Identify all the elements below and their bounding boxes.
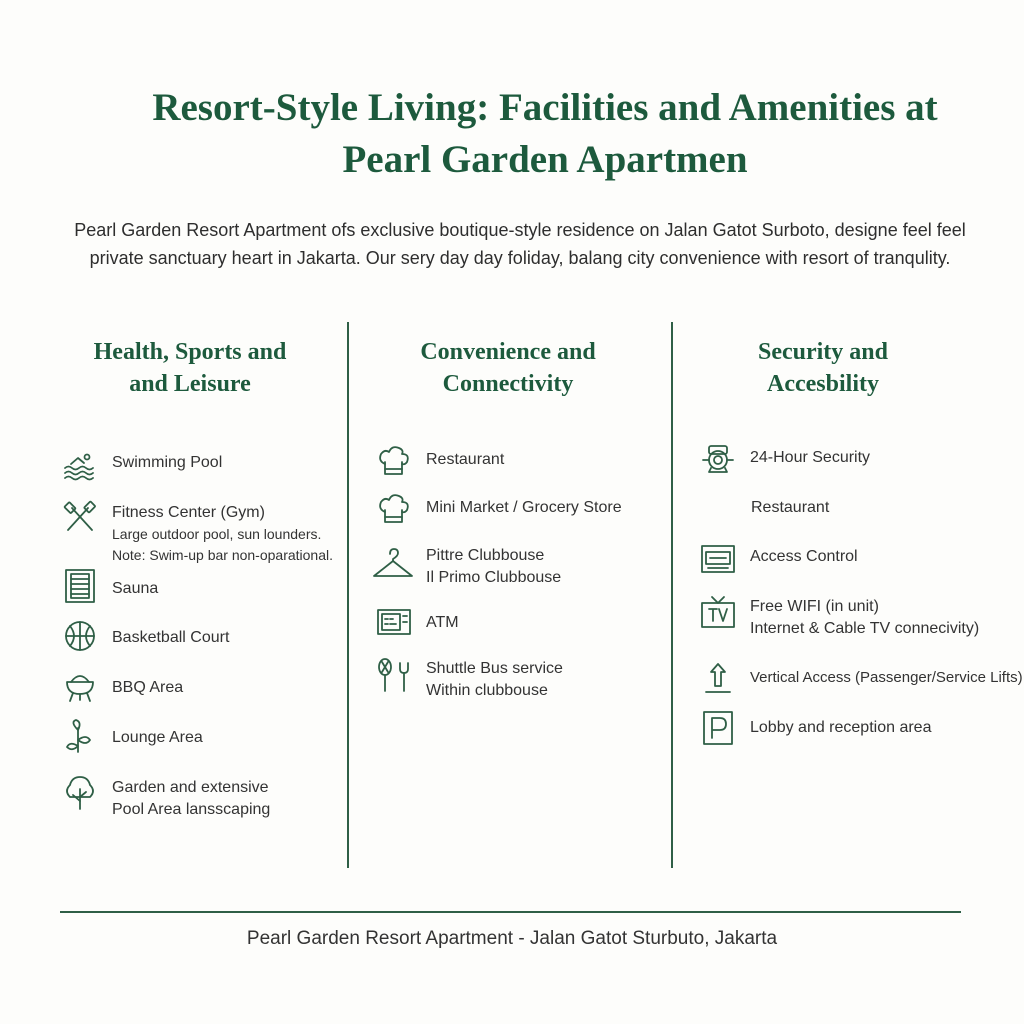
fitness-icon xyxy=(62,500,98,536)
page-title-line-2: Pearl Garden Apartmen xyxy=(342,138,748,181)
facility-label-line: Restaurant xyxy=(426,451,505,468)
facility-label xyxy=(750,546,858,568)
lift-arrow-icon xyxy=(700,660,736,696)
facility-label xyxy=(426,449,504,471)
facility-label-line-2: Il Primo Clubbouse xyxy=(426,569,562,586)
column-heading-security-line-2: Accesbility xyxy=(767,371,879,397)
facility-label-line: Fitness Center (Gym) xyxy=(112,504,265,521)
facility-label xyxy=(750,667,1023,689)
facility-label xyxy=(426,658,563,702)
facility-item-restaurant-security xyxy=(700,490,1015,530)
facility-item-swimming-pool xyxy=(62,446,342,486)
facility-item-lobby xyxy=(700,710,1015,750)
facility-label-line-1: Pittre Clubbouse xyxy=(426,547,545,564)
facility-label-line: 24-Hour Security xyxy=(750,449,871,466)
facility-label xyxy=(112,727,203,749)
facility-label xyxy=(112,502,333,566)
facility-label-line: Sauna xyxy=(112,580,159,597)
facility-item-basketball-court xyxy=(62,618,342,658)
facility-label-line: Lounge Area xyxy=(112,729,203,746)
facility-label-line: Lobby and reception area xyxy=(750,719,932,736)
facility-label-line-2: Internet & Cable TV connecivity) xyxy=(750,620,980,637)
tree-icon xyxy=(62,775,98,811)
column-heading-convenience-line-1: Convenience and xyxy=(420,339,596,365)
security-camera-icon xyxy=(700,440,736,476)
facility-item-wifi-tv xyxy=(700,595,1015,643)
column-heading-security-line-1: Security and xyxy=(757,339,888,365)
column-heading-security xyxy=(673,336,973,400)
facility-label xyxy=(426,497,622,519)
facility-label-line: Restaurant xyxy=(751,499,830,516)
facility-label xyxy=(112,677,183,699)
column-heading-health-line-2: and Leisure xyxy=(129,371,251,397)
facility-label xyxy=(750,447,870,469)
basketball-icon xyxy=(62,618,98,654)
facility-label xyxy=(112,627,229,649)
column-heading-convenience-line-2: Connectivity xyxy=(442,371,574,397)
facility-label xyxy=(112,777,270,821)
facility-label-line: Mini Market / Grocery Store xyxy=(426,499,622,516)
facility-item-lounge-area xyxy=(62,718,342,758)
facility-label-line: BBQ Area xyxy=(112,679,184,696)
footer-divider xyxy=(60,911,961,913)
facility-label-line: Vertical Access (Passenger/Service Lifts) xyxy=(750,669,1023,686)
facility-item-restaurant xyxy=(376,442,666,482)
swimming-pool-icon xyxy=(62,446,98,482)
facility-item-sauna xyxy=(62,568,342,608)
chef-hat-icon xyxy=(376,442,412,478)
facility-label-line-2: Pool Area lansscaping xyxy=(112,801,271,818)
page-title xyxy=(60,82,1024,186)
column-divider-2 xyxy=(671,322,673,868)
sauna-icon xyxy=(62,568,98,604)
facility-item-access-control xyxy=(700,540,1015,580)
facility-item-mini-market xyxy=(376,490,666,530)
facility-label-line: Basketball Court xyxy=(112,629,230,646)
facility-item-garden xyxy=(62,775,342,823)
facility-label-line-2: Within clubbouse xyxy=(426,682,548,699)
facility-label-line-1: Shuttle Bus service xyxy=(426,660,563,677)
column-heading-health xyxy=(40,336,340,400)
facility-item-24-hour-security xyxy=(700,440,1015,480)
lounge-plant-icon xyxy=(62,718,98,754)
atm-icon xyxy=(376,604,412,640)
facility-note-line-2: Note: Swim-up bar non-oparational. xyxy=(112,547,334,563)
facility-note-line-1: Large outdoor pool, sun lounders. xyxy=(112,526,322,542)
facility-label-line-1: Free WIFI (in unit) xyxy=(750,598,879,615)
facility-item-fitness-center xyxy=(62,500,347,566)
facility-label-line: ATM xyxy=(426,614,459,631)
tv-icon xyxy=(700,595,736,631)
facility-item-shuttle-bus xyxy=(376,657,666,705)
intro-line-1: Pearl Garden Resort Apartment ofs exclusive boutique-style residence on Jalan Gatot Surboto, designe feel feel xyxy=(74,220,966,240)
facility-label-line: Swimming Pool xyxy=(112,454,223,471)
facility-label xyxy=(750,596,979,640)
column-heading-convenience xyxy=(358,336,658,400)
parking-icon xyxy=(700,710,736,746)
page-title-line-1: Resort-Style Living: Facilities and Amenities at xyxy=(152,86,938,129)
column-divider-1 xyxy=(347,322,349,868)
bbq-grill-icon xyxy=(62,668,98,704)
facility-label xyxy=(112,578,158,600)
facility-label xyxy=(112,452,222,474)
column-heading-health-line-1: Health, Sports and xyxy=(93,339,287,365)
racket-icon xyxy=(376,657,412,693)
facility-item-clubhouse xyxy=(372,544,667,592)
facility-item-atm xyxy=(376,604,666,644)
intro-paragraph xyxy=(50,216,990,272)
intro-line-2: private sanctuary heart in Jakarta. Our sery day day foliday, balang city convenience with resort of tranqulity. xyxy=(89,248,951,268)
facility-item-bbq-area xyxy=(62,668,342,708)
access-control-icon xyxy=(700,540,736,576)
facility-label-line: Access Control xyxy=(750,548,858,565)
hanger-icon xyxy=(372,544,414,580)
facility-label xyxy=(750,717,931,739)
footer-text: Pearl Garden Resort Apartment - Jalan Gatot Sturbuto, Jakarta xyxy=(246,928,778,949)
facility-item-vertical-access xyxy=(700,660,1023,700)
facility-label xyxy=(426,612,459,634)
facility-label xyxy=(751,497,829,519)
chef-hat-icon xyxy=(376,490,412,526)
facility-label-line-1: Garden and extensive xyxy=(112,779,269,796)
facility-label xyxy=(426,545,561,589)
